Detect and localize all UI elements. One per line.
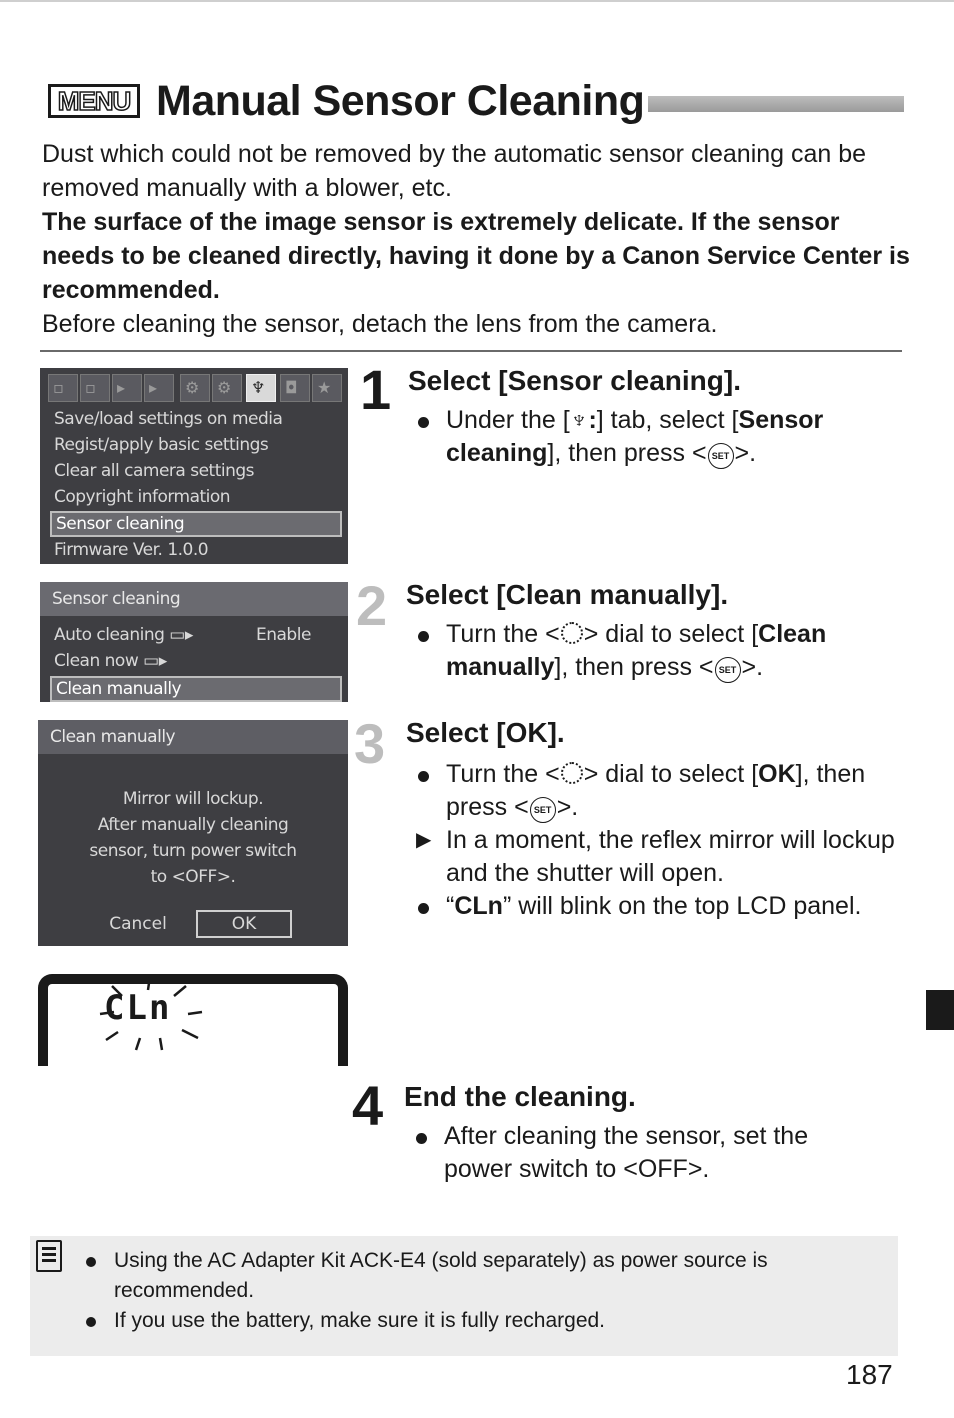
camera-icon: ▫ — [53, 378, 64, 397]
setup-tab-icon: ♆: — [569, 406, 597, 434]
step-title: Select [Clean manually]. — [406, 579, 729, 610]
intro-text-2: Before cleaning the sensor, detach the lens from the camera. — [42, 310, 718, 338]
tab-custom — [280, 374, 310, 402]
page-number: 187 — [846, 1359, 893, 1390]
step-number: 3 — [354, 712, 384, 775]
tab-my-menu — [312, 374, 342, 402]
set-button-icon: SET — [708, 443, 734, 469]
tab-setup-3 — [246, 374, 276, 402]
bullet-item: Turn the < > dial to select [Clean manually], then press < SET >. — [446, 620, 827, 681]
wrench-icon: ⚙ — [185, 378, 200, 397]
note-item: If you use the battery, make sure it is fully recharged. — [84, 1306, 884, 1336]
bullet-item: ▶ In a moment, the reflex mirror will lockup and the shutter will open. — [416, 826, 895, 887]
step-title: Select [Sensor cleaning]. — [408, 365, 741, 396]
playback-icon: ▸ — [149, 378, 158, 397]
page-title: Manual Sensor Cleaning — [156, 77, 645, 125]
result-arrow-icon: ▶ — [416, 829, 432, 851]
dialog-message: After manually cleaning — [97, 815, 289, 835]
step-3-bullets — [408, 758, 908, 923]
auto-cleaning-label: Auto cleaning — [54, 625, 165, 645]
bullet-item: Under the [♆:] tab, select [Sensor cleaning], then press < SET >. — [446, 406, 824, 467]
menu-item-selected: Clean manually — [50, 676, 342, 702]
tab-playback-2 — [144, 374, 174, 402]
wrench-icon: ⚙ — [217, 378, 232, 397]
submenu-arrow-icon: ▭▸ — [164, 625, 193, 645]
menu-item-auto-cleaning — [50, 622, 342, 648]
screen-clean-manually-dialog — [38, 720, 348, 946]
step-number: 4 — [352, 1074, 382, 1137]
menu-item: Save/load settings on media — [54, 409, 283, 429]
camera-icon: ▫ — [85, 378, 96, 397]
bullet-item: After cleaning the sensor, set the power switch to <OFF>. — [444, 1122, 809, 1183]
step-title: Select [OK]. — [406, 717, 565, 748]
intro-text: Dust which could not be removed by the automatic sensor cleaning can be removed manually with a blower, etc. — [42, 140, 867, 202]
tab-shooting-1 — [48, 374, 78, 402]
step-number: 2 — [356, 574, 386, 637]
tab-shooting-2 — [80, 374, 110, 402]
menu-item-selected: Sensor cleaning — [50, 511, 342, 537]
step-number: 1 — [360, 358, 390, 421]
cancel-button: Cancel — [109, 914, 167, 934]
warning-text: The surface of the image sensor is extremely delicate. If the sensor needs to be cleaned directly, having it done by a Canon Service Center is recommended. — [42, 208, 910, 304]
screen-heading: Sensor cleaning — [40, 582, 348, 616]
note-box — [30, 1236, 898, 1356]
menu-item-clean-now — [50, 648, 342, 674]
screen-sensor-cleaning — [40, 582, 348, 702]
note-icon — [36, 1240, 62, 1272]
chapter-tab-marker — [926, 990, 954, 1030]
title-decoration-bar — [648, 96, 904, 112]
lcd-cln-text: CLn — [104, 988, 172, 1028]
top-rule — [0, 0, 954, 2]
menu-item: Clear all camera settings — [54, 461, 255, 481]
step-2-bullets — [408, 618, 888, 684]
star-icon: ★ — [317, 378, 332, 397]
step-1-bullets — [408, 404, 888, 470]
menu-badge: MENU — [48, 84, 140, 118]
camera-icon: ◘ — [285, 378, 298, 397]
playback-icon: ▸ — [117, 378, 126, 397]
auto-cleaning-value: Enable — [256, 625, 311, 645]
bullet-item: “CLn” will blink on the top LCD panel. — [446, 892, 862, 920]
dialog-message: to <OFF>. — [150, 867, 236, 887]
note-item: Using the AC Adapter Kit ACK-E4 (sold separately) as power source is recommended. — [84, 1246, 884, 1306]
section-divider — [40, 350, 902, 352]
title-row — [44, 74, 904, 128]
menu-item: Regist/apply basic settings — [54, 435, 269, 455]
tab-setup-2 — [212, 374, 242, 402]
note-list — [84, 1246, 884, 1336]
dialog-message: sensor, turn power switch — [89, 841, 297, 861]
bullet-item: Turn the < > dial to select [OK], then press < SET >. — [446, 760, 866, 821]
screen-setup-menu — [40, 368, 348, 564]
screen-heading: Clean manually — [38, 720, 348, 754]
tab-playback-1 — [112, 374, 142, 402]
ok-button: OK — [196, 910, 292, 938]
wrench-icon: ♆ — [251, 378, 266, 397]
quick-control-dial-icon — [561, 762, 583, 784]
dialog-message: Mirror will lockup. — [122, 789, 264, 809]
menu-item: Copyright information — [54, 487, 231, 507]
intro — [42, 137, 912, 341]
set-button-icon: SET — [715, 657, 741, 683]
submenu-arrow-icon: ▭▸ — [138, 651, 167, 671]
tab-setup-1 — [180, 374, 210, 402]
top-lcd-panel — [38, 974, 348, 1066]
quick-control-dial-icon — [561, 622, 583, 644]
step-4-bullets — [406, 1120, 866, 1186]
set-button-icon: SET — [530, 797, 556, 823]
step-title: End the cleaning. — [404, 1081, 636, 1112]
clean-now-label: Clean now — [54, 651, 139, 671]
menu-item: Firmware Ver. 1.0.0 — [54, 540, 209, 560]
